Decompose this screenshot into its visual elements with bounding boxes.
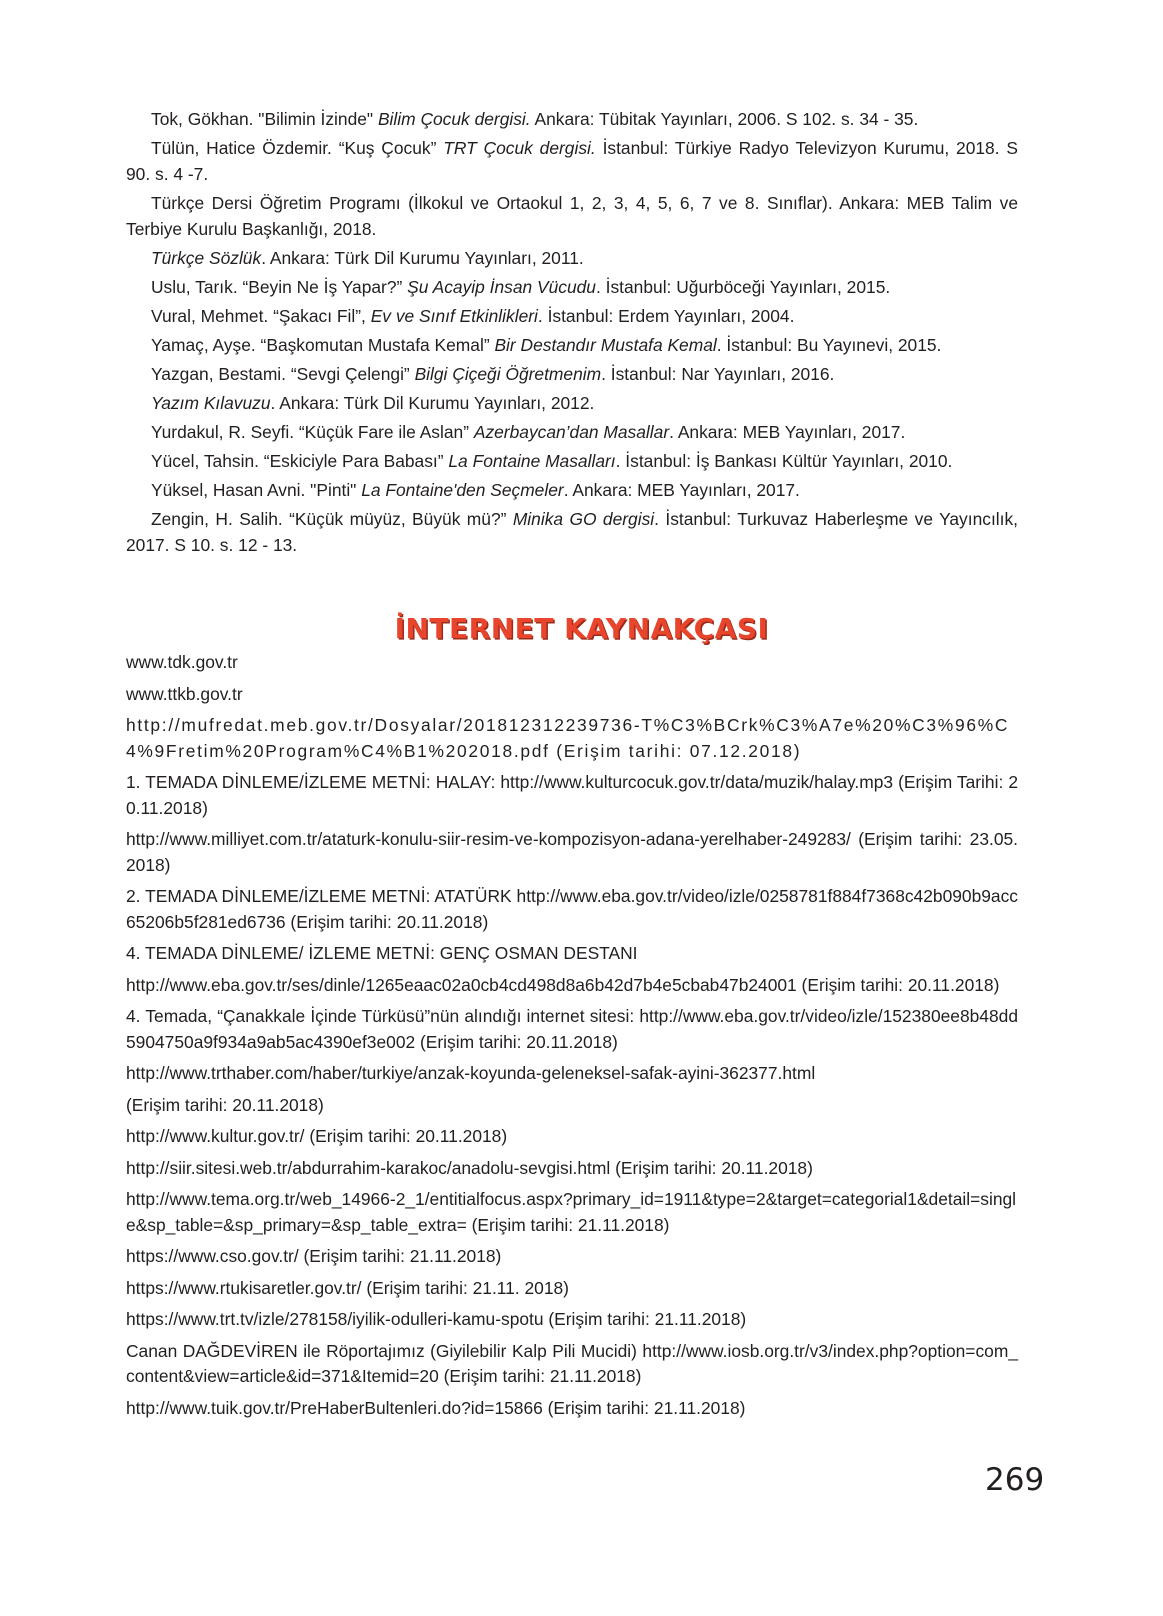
internet-source: www.ttkb.gov.tr (126, 683, 243, 704)
internet-source: https://www.cso.gov.tr/ (Erişim tarihi: 21.11.2018) (126, 1246, 502, 1266)
internet-source: 1. TEMADA DİNLEME/İZLEME METNİ: HALAY: http://www.kulturcocuk.gov.tr/data/muzik/halay.mp3 (Erişim Tarihi: 20.11.2018) (126, 772, 1018, 818)
internet-source: Canan DAĞDEVİREN ile Röportajımız (Giyilebilir Kalp Pili Mucidi) http://www.iosb.org.tr/v3/index.php?option=com_content&view=article&id=371&Itemid=20 (Erişim tarihi: 21.11.2018) (126, 1340, 1018, 1386)
internet-source: http://www.kultur.gov.tr/ (Erişim tarihi: 20.11.2018) (126, 1126, 508, 1146)
reference-entry: Tok, Gökhan. "Bilimin İzinde" Bilim Çocuk dergisi. Ankara: Tübitak Yayınları, 2006. S 102. s. 34 - 35. (151, 109, 919, 129)
internet-source: http://www.eba.gov.tr/ses/dinle/1265eaac02a0cb4cd498d8a6b42d7b4e5cbab47b24001 (Erişim tarihi: 20.11.2018) (126, 974, 1000, 995)
reference-entry: Zengin, H. Salih. “Küçük müyüz, Büyük mü?” Minika GO dergisi. İstanbul: Turkuvaz Haberleşme ve Yayıncılık, 2017. S 10. s. 12 - 13. (126, 509, 1019, 555)
reference-entry: Yazgan, Bestami. “Sevgi Çelengi” Bilgi Çiçeği Öğretmenim. İstanbul: Nar Yayınları, 2016. (151, 364, 835, 384)
reference-entry: Yamaç, Ayşe. “Başkomutan Mustafa Kemal” Bir Destandır Mustafa Kemal. İstanbul: Bu Yayınevi, 2015. (151, 335, 942, 355)
internet-source: http://mufredat.meb.gov.tr/Dosyalar/201812312239736-T%C3%BCrk%C3%A7e%20%C3%96%C4%9Fretim%20Program%C4%B1%202018.pdf (Erişim tarihi: 07.12.2018) (126, 715, 1010, 761)
internet-sources-list (126, 650, 1018, 1427)
reference-entry: Yücel, Tahsin. “Eskiciyle Para Babası” La Fontaine Masalları. İstanbul: İş Bankası Kültür Yayınları, 2010. (151, 451, 953, 471)
internet-source: https://www.trt.tv/izle/278158/iyilik-odulleri-kamu-spotu (Erişim tarihi: 21.11.2018) (126, 1309, 747, 1329)
bibliography-list (126, 106, 1018, 561)
internet-source: http://www.milliyet.com.tr/ataturk-konulu-siir-resim-ve-kompozisyon-adana-yerelhaber-249283/ (Erişim tarihi: 23.05.2018) (126, 829, 1018, 875)
internet-source: http://siir.sitesi.web.tr/abdurrahim-karakoc/anadolu-sevgisi.html (Erişim tarihi: 20.11.2018) (126, 1157, 813, 1178)
internet-source: http://www.trthaber.com/haber/turkiye/anzak-koyunda-geleneksel-safak-ayini-362377.html (126, 1063, 816, 1083)
reference-entry: Yüksel, Hasan Avni. "Pinti" La Fontaine'den Seçmeler. Ankara: MEB Yayınları, 2017. (151, 480, 800, 500)
internet-source: https://www.rtukisaretler.gov.tr/ (Erişim tarihi: 21.11. 2018) (126, 1277, 569, 1298)
reference-entry: Tülün, Hatice Özdemir. “Kuş Çocuk” TRT Çocuk dergisi. İstanbul: Türkiye Radyo Televizyon Kurumu, 2018. S 90. s. 4 -7. (126, 138, 1018, 184)
internet-source: http://www.tuik.gov.tr/PreHaberBultenleri.do?id=15866 (Erişim tarihi: 21.11.2018) (126, 1397, 746, 1418)
internet-source: 4. TEMADA DİNLEME/ İZLEME METNİ: GENÇ OSMAN DESTANI (126, 943, 638, 963)
internet-source: www.tdk.gov.tr (126, 652, 238, 672)
internet-source: (Erişim tarihi: 20.11.2018) (126, 1094, 324, 1115)
reference-entry: Yazım Kılavuzu. Ankara: Türk Dil Kurumu Yayınları, 2012. (151, 393, 595, 413)
reference-entry: Uslu, Tarık. “Beyin Ne İş Yapar?” Şu Acayip İnsan Vücudu. İstanbul: Uğurböceği Yayınları, 2015. (151, 277, 891, 297)
reference-entry: Türkçe Dersi Öğretim Programı (İlkokul ve Ortaokul 1, 2, 3, 4, 5, 6, 7 ve 8. Sınıflar). Ankara: MEB Talim ve Terbiye Kurulu Başkanlığı, 2018. (126, 193, 1018, 239)
internet-source: 4. Temada, “Çanakkale İçinde Türküsü”nün alındığı internet sitesi: http://www.eba.gov.tr/video/izle/152380ee8b48dd5904750a9f934a9ab5ac4390ef3e002 (Erişim tarihi: 20.11.2018) (126, 1006, 1018, 1052)
reference-entry: Türkçe Sözlük. Ankara: Türk Dil Kurumu Yayınları, 2011. (151, 248, 584, 268)
internet-source: http://www.tema.org.tr/web_14966-2_1/entitialfocus.aspx?primary_id=1911&type=2&target=categorial1&detail=single&sp_table=&sp_primary=&sp_table_extra= (Erişim tarihi: 21.11.2018) (126, 1189, 1017, 1235)
reference-entry: Yurdakul, R. Seyfi. “Küçük Fare ile Aslan” Azerbaycan’dan Masallar. Ankara: MEB Yayınları, 2017. (151, 422, 906, 442)
reference-entry: Vural, Mehmet. “Şakacı Fil”, Ev ve Sınıf Etkinlikleri. İstanbul: Erdem Yayınları, 2004. (151, 306, 795, 326)
section-heading: İNTERNET KAYNAKÇASI (394, 612, 769, 645)
page-number: 269 (985, 1462, 1045, 1498)
internet-source: 2. TEMADA DİNLEME/İZLEME METNİ: ATATÜRK http://www.eba.gov.tr/video/izle/0258781f884f7368c42b090b9acc65206b5f281ed6736 (Erişim tarihi: 20.11.2018) (126, 886, 1018, 932)
